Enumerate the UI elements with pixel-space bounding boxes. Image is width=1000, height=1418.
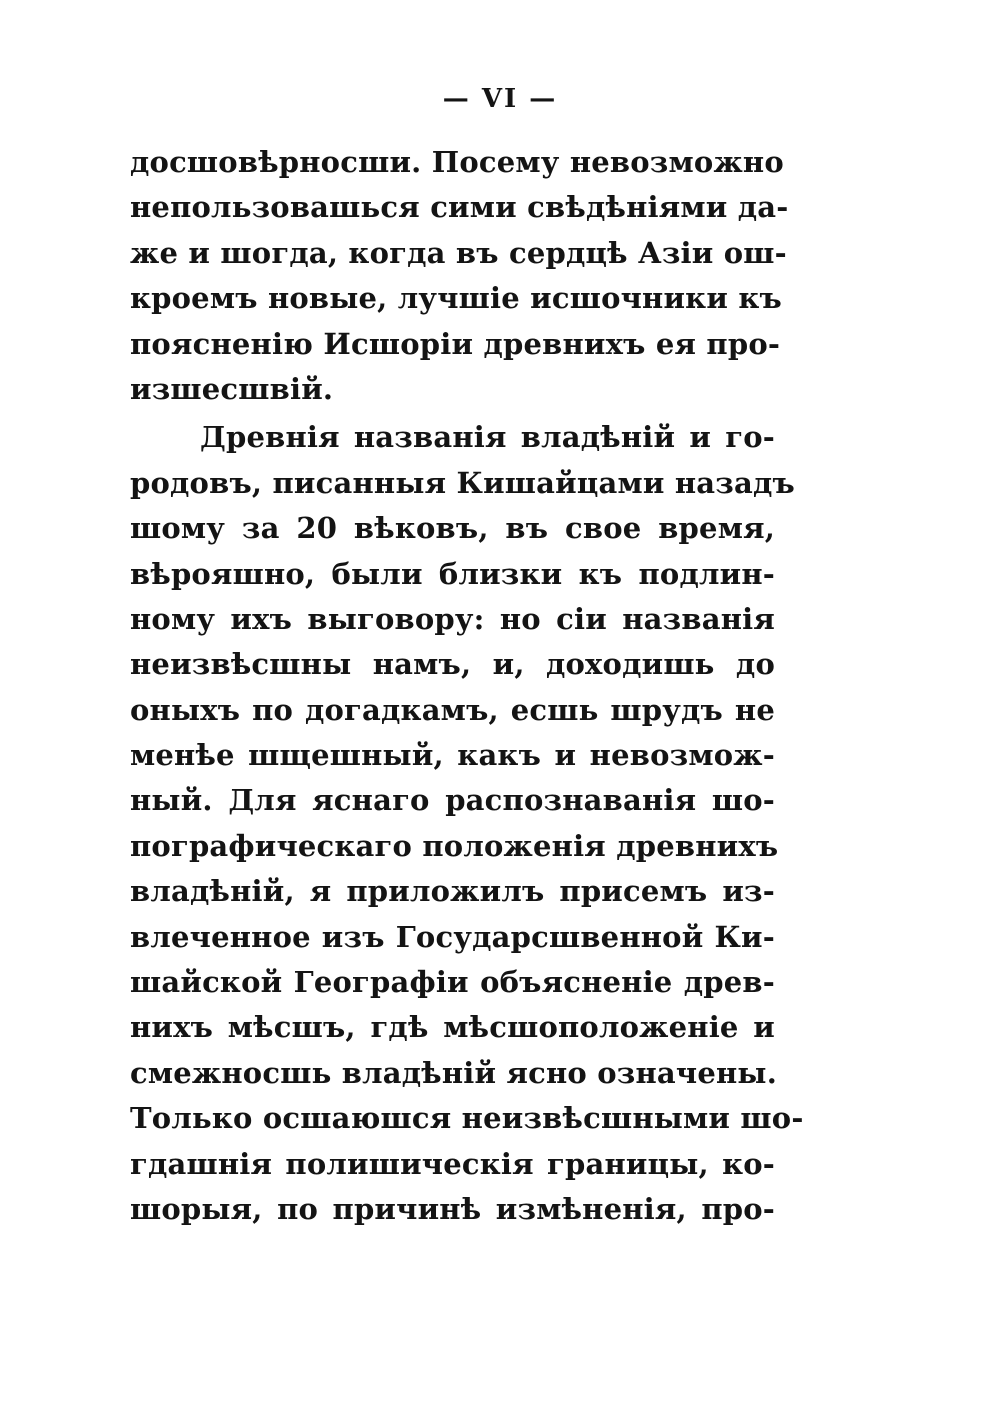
text-line: пографическаго положенія древнихъ xyxy=(130,828,779,863)
text-line: ный. Для яснаго распознаванія шо- xyxy=(130,783,775,818)
page-number-header: — VI — xyxy=(442,84,558,114)
text-line: менѣе шщешный, какъ и невозмож- xyxy=(130,738,775,773)
text-line: гдашнія полишическія границы, ко- xyxy=(130,1146,775,1181)
text-line: нихъ мѣсшъ, гдѣ мѣсшоположеніе и xyxy=(130,1010,775,1045)
paragraph-2 xyxy=(130,415,804,1232)
text-line: изшесшвій. xyxy=(130,371,334,406)
text-line: Только осшаюшся неизвѣсшными шо- xyxy=(130,1101,804,1136)
page-body xyxy=(130,140,804,1232)
text-line: непользовашься сими свѣдѣніями да- xyxy=(130,190,789,225)
text-line: Древнія названія владѣній и го- xyxy=(200,420,775,455)
text-line: оныхъ по догадкамъ, есшь шрудъ не xyxy=(130,692,775,727)
text-line: ному ихъ выговору: но сіи названія xyxy=(130,601,775,636)
text-line: родовъ, писанныя Кишайцами назадъ xyxy=(130,465,795,500)
text-line: влеченное изъ Государсшвенной Ки- xyxy=(130,919,775,954)
text-line: шому за 20 вѣковъ, въ свое время, xyxy=(130,511,775,546)
text-line: же и шогда, когда въ сердцѣ Азіи ош- xyxy=(130,235,787,270)
paragraph-1 xyxy=(130,140,789,412)
text-line: шорыя, по причинѣ измѣненія, про- xyxy=(130,1191,775,1226)
text-line: смежносшь владѣній ясно означены. xyxy=(130,1055,777,1090)
text-line: шайской Географіи объясненіе древ- xyxy=(130,965,775,1000)
text-line: владѣній, я приложилъ присемъ из- xyxy=(130,874,775,909)
text-line: неизвѣсшны намъ, и, доходишь до xyxy=(130,647,775,682)
text-line: кроемъ новые, лучшіе исшочники къ xyxy=(130,281,782,316)
text-line: досшовѣрносши. Посему невозможно xyxy=(130,145,784,179)
text-line: поясненію Исшоріи древнихъ ея про- xyxy=(130,326,781,361)
text-line: вѣрояшно, были близки къ подлин- xyxy=(130,556,775,591)
